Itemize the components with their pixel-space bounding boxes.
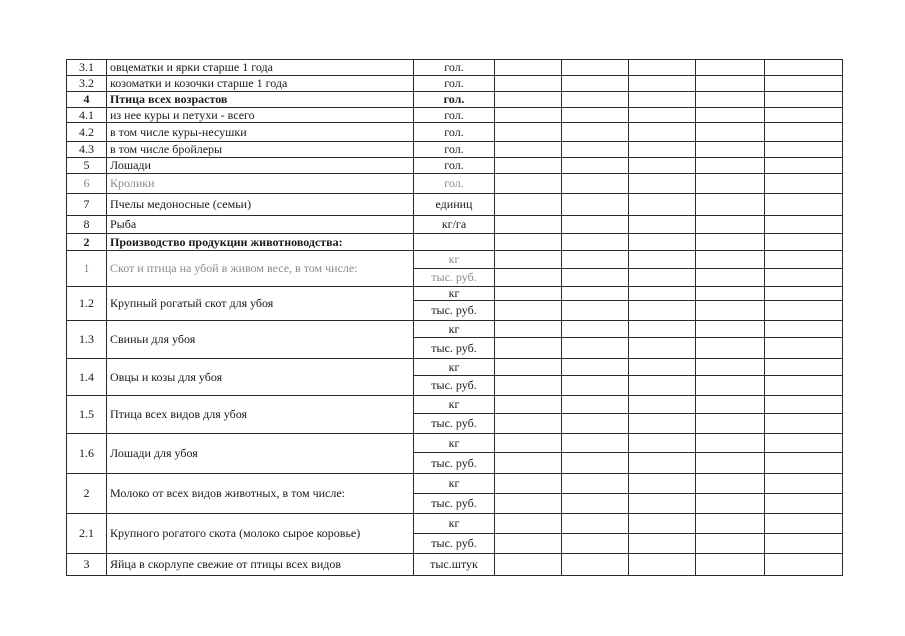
row-number: 3.1: [79, 60, 94, 74]
row-number: 3.2: [79, 76, 94, 90]
indicator-name: Лошади для убоя: [110, 446, 198, 460]
row-number: 2: [83, 234, 90, 249]
unit-label: кг: [448, 516, 460, 530]
row-number: 2.1: [79, 526, 94, 540]
unit-label: тыс. руб.: [431, 270, 477, 284]
row-number: 2: [83, 486, 90, 500]
row-number: 4.1: [79, 108, 94, 122]
row-number: 1: [83, 261, 90, 275]
unit-label: кг: [448, 321, 460, 336]
unit-label: тыс. руб.: [431, 496, 477, 510]
unit-label: тыс. руб.: [431, 340, 477, 355]
unit-label: кг: [448, 359, 460, 374]
indicator-name: Производство продукции животноводства:: [110, 234, 343, 249]
indicator-name: Птица всех возрастов: [110, 92, 228, 106]
row-number: 3: [83, 557, 90, 571]
indicator-name: Птица всех видов для убоя: [110, 407, 248, 421]
unit-label: тыс. руб.: [431, 303, 477, 317]
row-number: 1.3: [79, 332, 94, 346]
indicator-name: Овцы и козы для убоя: [110, 369, 223, 384]
row-number: 1.6: [79, 446, 94, 460]
column-divider: [561, 59, 562, 576]
indicator-name: Кролики: [110, 176, 155, 190]
indicator-name: Скот и птица на убой в живом весе, в том числе:: [110, 261, 358, 275]
column-divider: [695, 59, 696, 576]
unit-label: тыс. руб.: [431, 536, 477, 550]
indicator-name: овцематки и ярки старше 1 года: [110, 60, 273, 74]
indicator-name: Крупного рогатого скота (молоко сырое коровье): [110, 526, 361, 540]
row-number: 1.5: [79, 407, 94, 421]
column-divider: [764, 59, 765, 576]
unit-label: кг/га: [441, 217, 467, 231]
unit-label: гол.: [444, 108, 464, 122]
indicator-name: Крупный рогатый скот для убоя: [110, 296, 274, 310]
row-number: 4: [83, 92, 90, 106]
unit-label: [414, 234, 494, 250]
unit-label: гол.: [444, 60, 464, 74]
unit-label: гол.: [444, 124, 464, 139]
row-number: 1.2: [79, 296, 94, 310]
indicator-name: в том числе куры-несушки: [110, 124, 247, 139]
row-divider: [66, 575, 843, 576]
unit-label: гол.: [444, 142, 464, 156]
unit-label: кг: [448, 287, 460, 300]
row-number: 5: [83, 158, 90, 172]
indicator-name: в том числе бройлеры: [110, 142, 223, 156]
row-number: 7: [83, 197, 90, 211]
unit-label: кг: [448, 476, 460, 490]
indicator-name: козоматки и козочки старше 1 года: [110, 76, 288, 90]
unit-label: гол.: [444, 76, 464, 90]
row-number: 1.4: [79, 369, 94, 384]
unit-label: тыс. руб.: [431, 455, 477, 470]
column-divider: [494, 59, 495, 576]
indicator-name: Свиньи для убоя: [110, 332, 196, 346]
indicator-name: из нее куры и петухи - всего: [110, 108, 255, 122]
unit-label: единиц: [435, 197, 473, 211]
row-number: 4.3: [79, 142, 94, 156]
column-divider: [842, 59, 843, 576]
column-divider: [628, 59, 629, 576]
unit-label: кг: [448, 252, 460, 266]
indicator-name: Рыба: [110, 217, 137, 231]
indicator-name: Молоко от всех видов животных, в том числе:: [110, 486, 346, 500]
unit-label: кг: [448, 397, 460, 411]
row-number: 4.2: [79, 124, 94, 139]
row-number: 8: [83, 217, 90, 231]
unit-label: кг: [448, 435, 460, 450]
unit-label: тыс.штук: [430, 557, 478, 571]
unit-label: тыс. руб.: [431, 416, 477, 430]
unit-label: тыс. руб.: [431, 378, 477, 392]
indicator-name: Пчелы медоносные (семьи): [110, 197, 252, 211]
unit-label: гол.: [444, 158, 464, 172]
unit-label: гол.: [443, 92, 465, 106]
indicator-name: Яйца в скорлупе свежие от птицы всех видов: [110, 557, 342, 571]
row-number: 6: [83, 176, 90, 190]
unit-label: гол.: [444, 176, 464, 190]
indicator-name: Лошади: [110, 158, 151, 172]
